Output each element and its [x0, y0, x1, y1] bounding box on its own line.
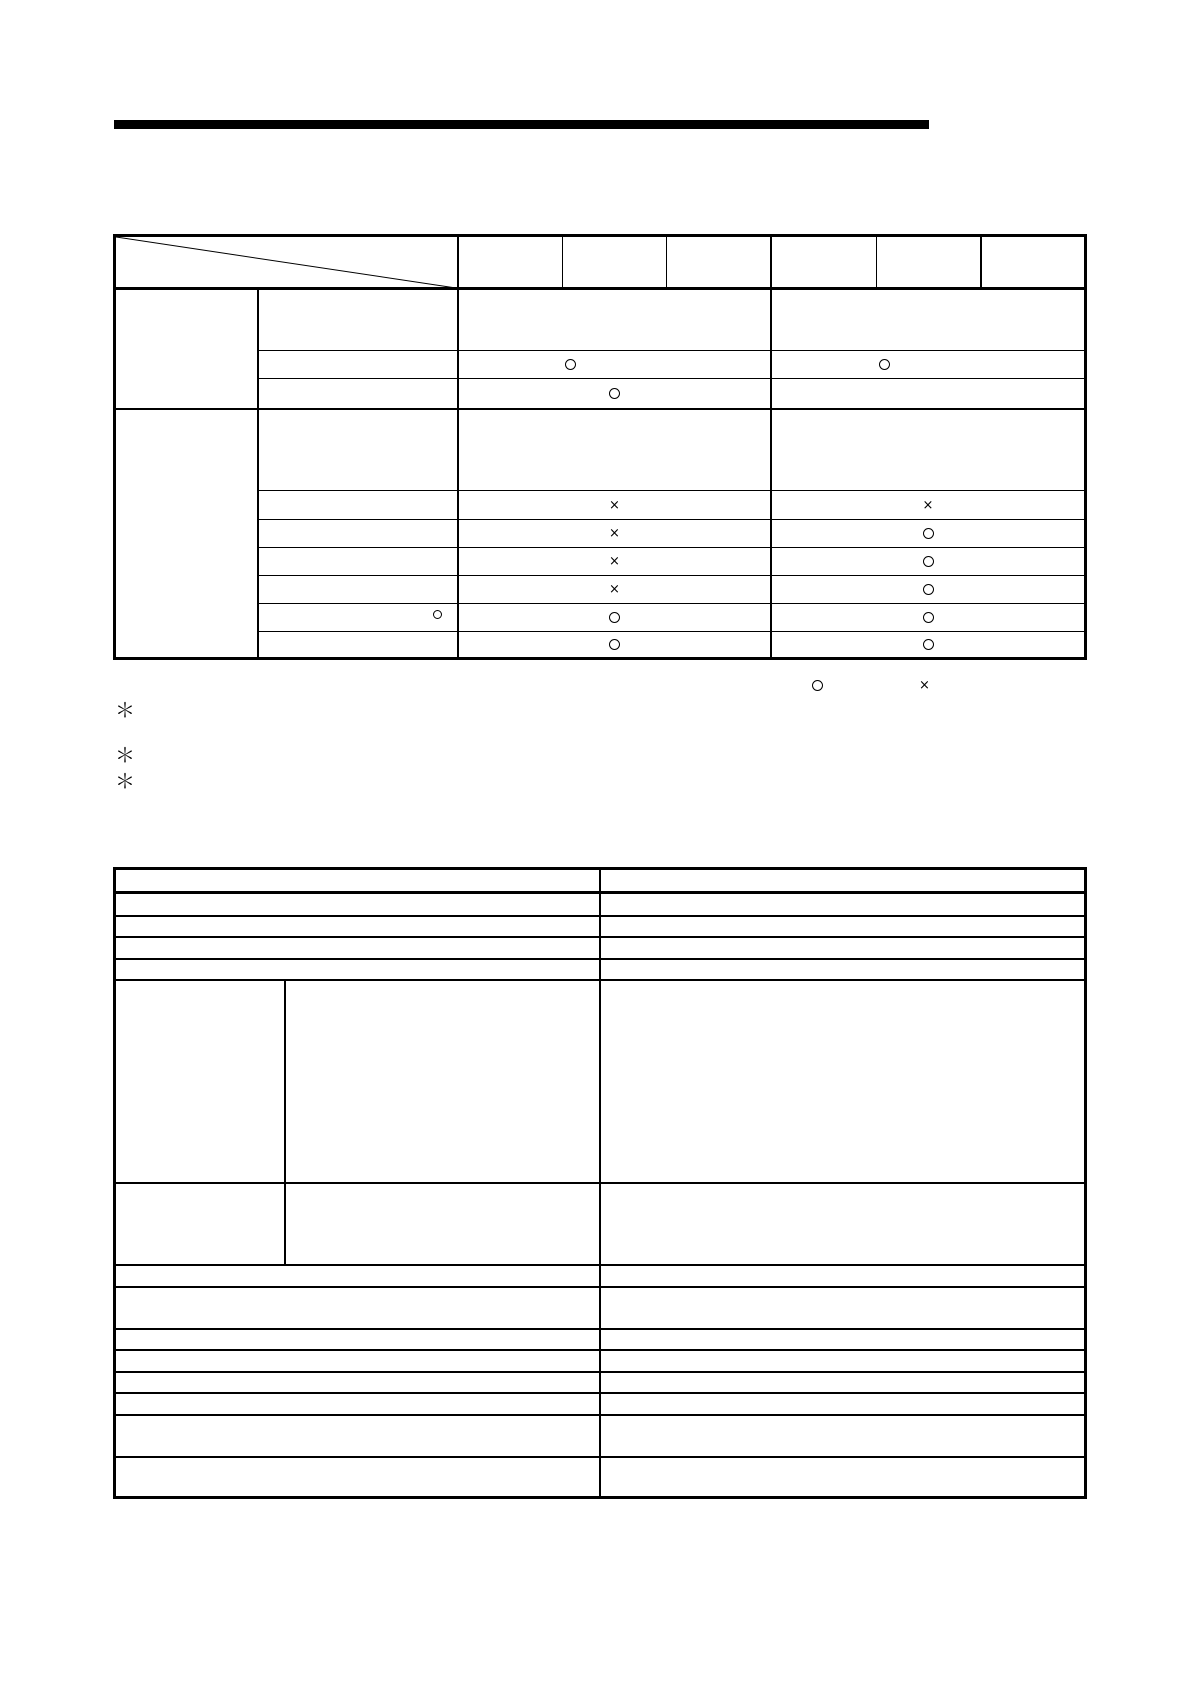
spec-hline-7 [116, 1286, 1084, 1288]
circle-icon [609, 639, 620, 650]
cross-icon: × [609, 582, 620, 597]
row-9-left-mark [459, 604, 770, 631]
spec-hline-header [116, 891, 1084, 894]
vline-h1 [562, 237, 563, 287]
spec-hline-10 [116, 1371, 1084, 1373]
cross-icon: × [922, 497, 934, 513]
row-9-right-mark [772, 604, 1084, 631]
circle-icon [433, 610, 442, 619]
row-2-left-mark [459, 351, 770, 378]
circle-icon [565, 359, 576, 370]
header-diagonal-line [116, 237, 456, 290]
vline-h4 [980, 237, 982, 287]
vline-h3 [876, 237, 877, 287]
vline-h2 [666, 237, 667, 287]
row-7-right-mark [772, 548, 1084, 575]
label-inline-mark [427, 606, 447, 622]
legend [812, 676, 982, 694]
note-3-marker: ＊ [115, 769, 135, 793]
header-bottom-line [116, 287, 1084, 290]
circle-icon [923, 528, 934, 539]
section-heading-bar [114, 120, 929, 129]
spec-hline-9 [116, 1349, 1084, 1351]
row-5-right-mark [772, 491, 1084, 519]
row-6-right-mark [772, 520, 1084, 547]
row-10-left-mark [459, 632, 770, 657]
circle-icon [609, 388, 620, 399]
circle-icon [609, 612, 620, 623]
circle-icon [879, 359, 890, 370]
spec-hline-8 [116, 1328, 1084, 1330]
spec-hline-11 [116, 1392, 1084, 1394]
row-6-left-mark [459, 520, 770, 547]
cross-icon: × [609, 526, 620, 541]
specification-table [113, 867, 1087, 1499]
row-5-left-mark [459, 491, 770, 519]
row-2-right-mark [772, 351, 1084, 378]
compatibility-table [113, 234, 1087, 660]
spec-hline-2 [116, 936, 1084, 938]
spec-hline-13 [116, 1456, 1084, 1458]
spec-vline-sub [284, 981, 286, 1265]
row-7-left-mark [459, 548, 770, 575]
spec-hline-4 [116, 979, 1084, 981]
circle-icon [923, 639, 934, 650]
circle-icon [923, 612, 934, 623]
row-3-left-mark [459, 379, 770, 408]
group-separator-line [116, 408, 1084, 410]
legend-cross-icon: × [919, 677, 930, 693]
note-1-marker: ＊ [115, 698, 135, 722]
row-10-right-mark [772, 632, 1084, 657]
cross-icon: × [609, 497, 620, 513]
note-2-marker: ＊ [115, 743, 135, 767]
spec-hline-12 [116, 1414, 1084, 1416]
spec-hline-6 [116, 1264, 1084, 1266]
spec-hline-1 [116, 915, 1084, 917]
circle-icon [923, 556, 934, 567]
row-8-left-mark [459, 576, 770, 603]
circle-icon [923, 584, 934, 595]
row-8-right-mark [772, 576, 1084, 603]
legend-circle-icon [812, 680, 823, 691]
cross-icon: × [609, 554, 620, 569]
spec-hline-3 [116, 958, 1084, 960]
spec-hline-5 [116, 1182, 1084, 1184]
vline-label-left [257, 287, 259, 657]
